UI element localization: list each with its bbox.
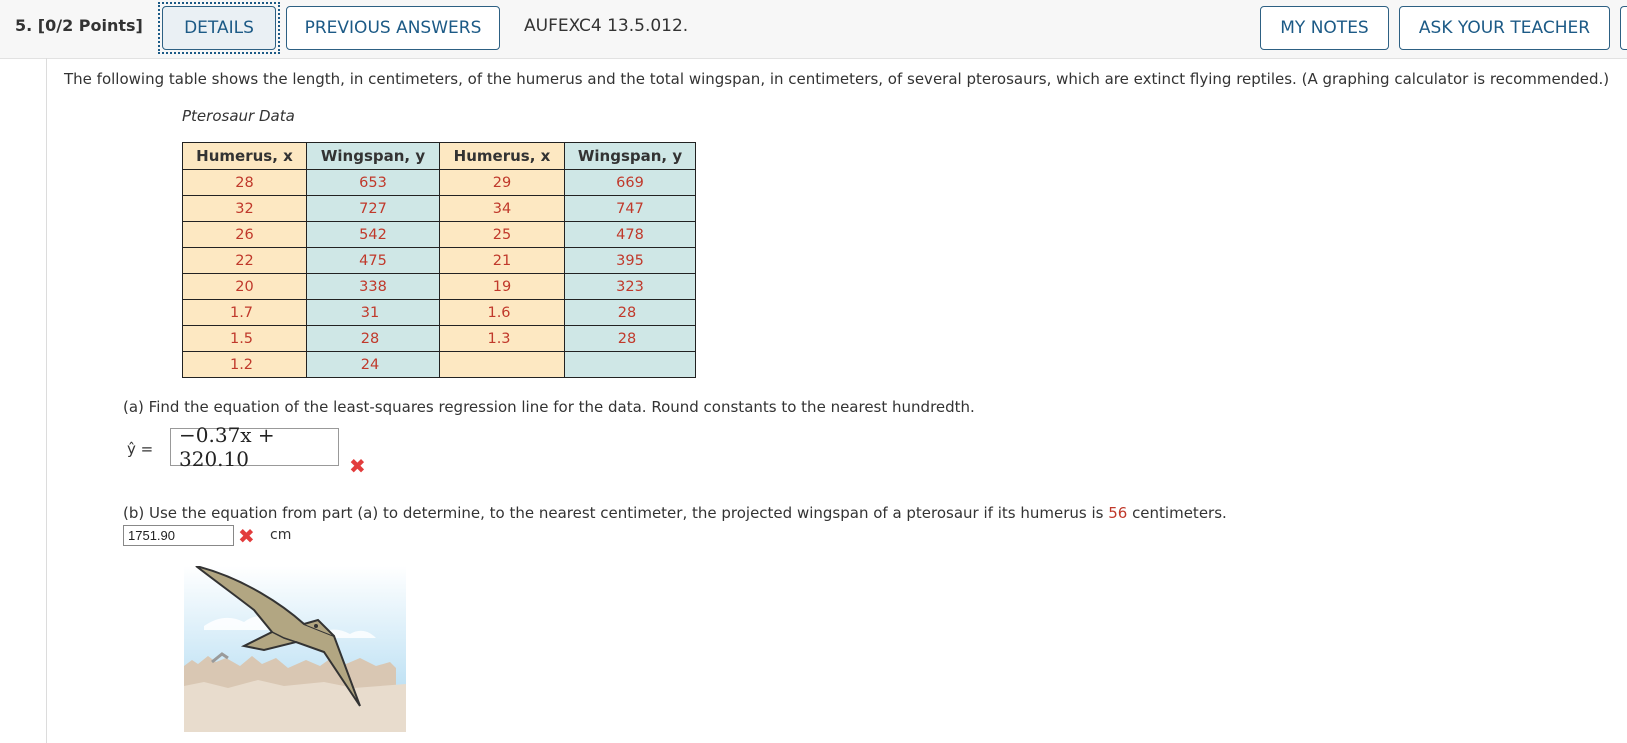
overflow-button[interactable]: [1620, 6, 1627, 50]
table-row: [183, 300, 696, 326]
problem-intro: The following table shows the length, in centimeters, of the humerus and the total wingspan, in centimeters, of several pterosaurs, which are extinct flying reptiles. (A graphing calculator is recommended.): [64, 70, 1610, 88]
part-b-prompt-text: (b) Use the equation from part (a) to determine, to the nearest centimeter, the projected wingspan of a pterosaur if its humerus is: [123, 504, 1109, 522]
table-cell: 28: [565, 326, 696, 352]
table-row: [183, 222, 696, 248]
table-cell: 475: [307, 248, 440, 274]
table-caption: Pterosaur Data: [182, 107, 295, 125]
question-header: [0, 0, 1627, 59]
table-cell: [440, 352, 565, 378]
table-cell: 669: [565, 170, 696, 196]
y-hat-label: ŷ =: [127, 440, 154, 458]
table-cell: 25: [440, 222, 565, 248]
table-cell: 1.2: [183, 352, 307, 378]
table-cell: 24: [307, 352, 440, 378]
humerus-value: 56: [1108, 504, 1128, 522]
table-row: [183, 274, 696, 300]
table-row: [183, 196, 696, 222]
table-cell: 1.5: [183, 326, 307, 352]
problem-code: AUFEXC4 13.5.012.: [524, 16, 689, 36]
pterosaur-data-table: [182, 142, 696, 378]
ask-your-teacher-button[interactable]: ASK YOUR TEACHER: [1399, 6, 1610, 50]
table-row: [183, 326, 696, 352]
table-cell: 22: [183, 248, 307, 274]
table-cell: 727: [307, 196, 440, 222]
details-button[interactable]: DETAILS: [162, 6, 276, 50]
table-cell: 747: [565, 196, 696, 222]
table-cell: 338: [307, 274, 440, 300]
unit-label: cm: [270, 527, 292, 543]
table-cell: 28: [183, 170, 307, 196]
pterosaur-illustration: [184, 566, 406, 732]
content-left-rule: [46, 58, 47, 743]
table-cell: 34: [440, 196, 565, 222]
part-b-answer-field[interactable]: 1751.90: [123, 525, 234, 546]
table-cell: 542: [307, 222, 440, 248]
table-cell: 29: [440, 170, 565, 196]
question-points-label: 5. [0/2 Points]: [15, 16, 143, 35]
part-b-prompt: [123, 504, 1227, 522]
table-cell: 28: [307, 326, 440, 352]
x-mark-icon: ✖: [349, 454, 366, 478]
table-cell: 1.7: [183, 300, 307, 326]
col-header-wingspan-2: Wingspan, y: [565, 143, 696, 170]
my-notes-button[interactable]: MY NOTES: [1260, 6, 1389, 50]
table-row: [183, 352, 696, 378]
col-header-humerus-1: Humerus, x: [183, 143, 307, 170]
x-mark-icon: ✖: [238, 524, 255, 548]
table-row: [183, 248, 696, 274]
table-cell: 478: [565, 222, 696, 248]
part-b-prompt-end: centimeters.: [1127, 504, 1227, 522]
table-cell: 395: [565, 248, 696, 274]
table-cell: [565, 352, 696, 378]
col-header-wingspan-1: Wingspan, y: [307, 143, 440, 170]
table-cell: 26: [183, 222, 307, 248]
table-row: [183, 170, 696, 196]
table-cell: 20: [183, 274, 307, 300]
col-header-humerus-2: Humerus, x: [440, 143, 565, 170]
part-a-prompt: (a) Find the equation of the least-squares regression line for the data. Round constants to the nearest hundredth.: [123, 398, 975, 416]
table-cell: 31: [307, 300, 440, 326]
previous-answers-button[interactable]: PREVIOUS ANSWERS: [286, 6, 500, 50]
table-cell: 323: [565, 274, 696, 300]
table-cell: 653: [307, 170, 440, 196]
table-cell: 1.6: [440, 300, 565, 326]
part-a-answer-field[interactable]: −0.37x + 320.10: [170, 428, 339, 466]
table-header-row: [183, 143, 696, 170]
table-cell: 1.3: [440, 326, 565, 352]
table-cell: 21: [440, 248, 565, 274]
table-cell: 32: [183, 196, 307, 222]
table-cell: 19: [440, 274, 565, 300]
table-cell: 28: [565, 300, 696, 326]
